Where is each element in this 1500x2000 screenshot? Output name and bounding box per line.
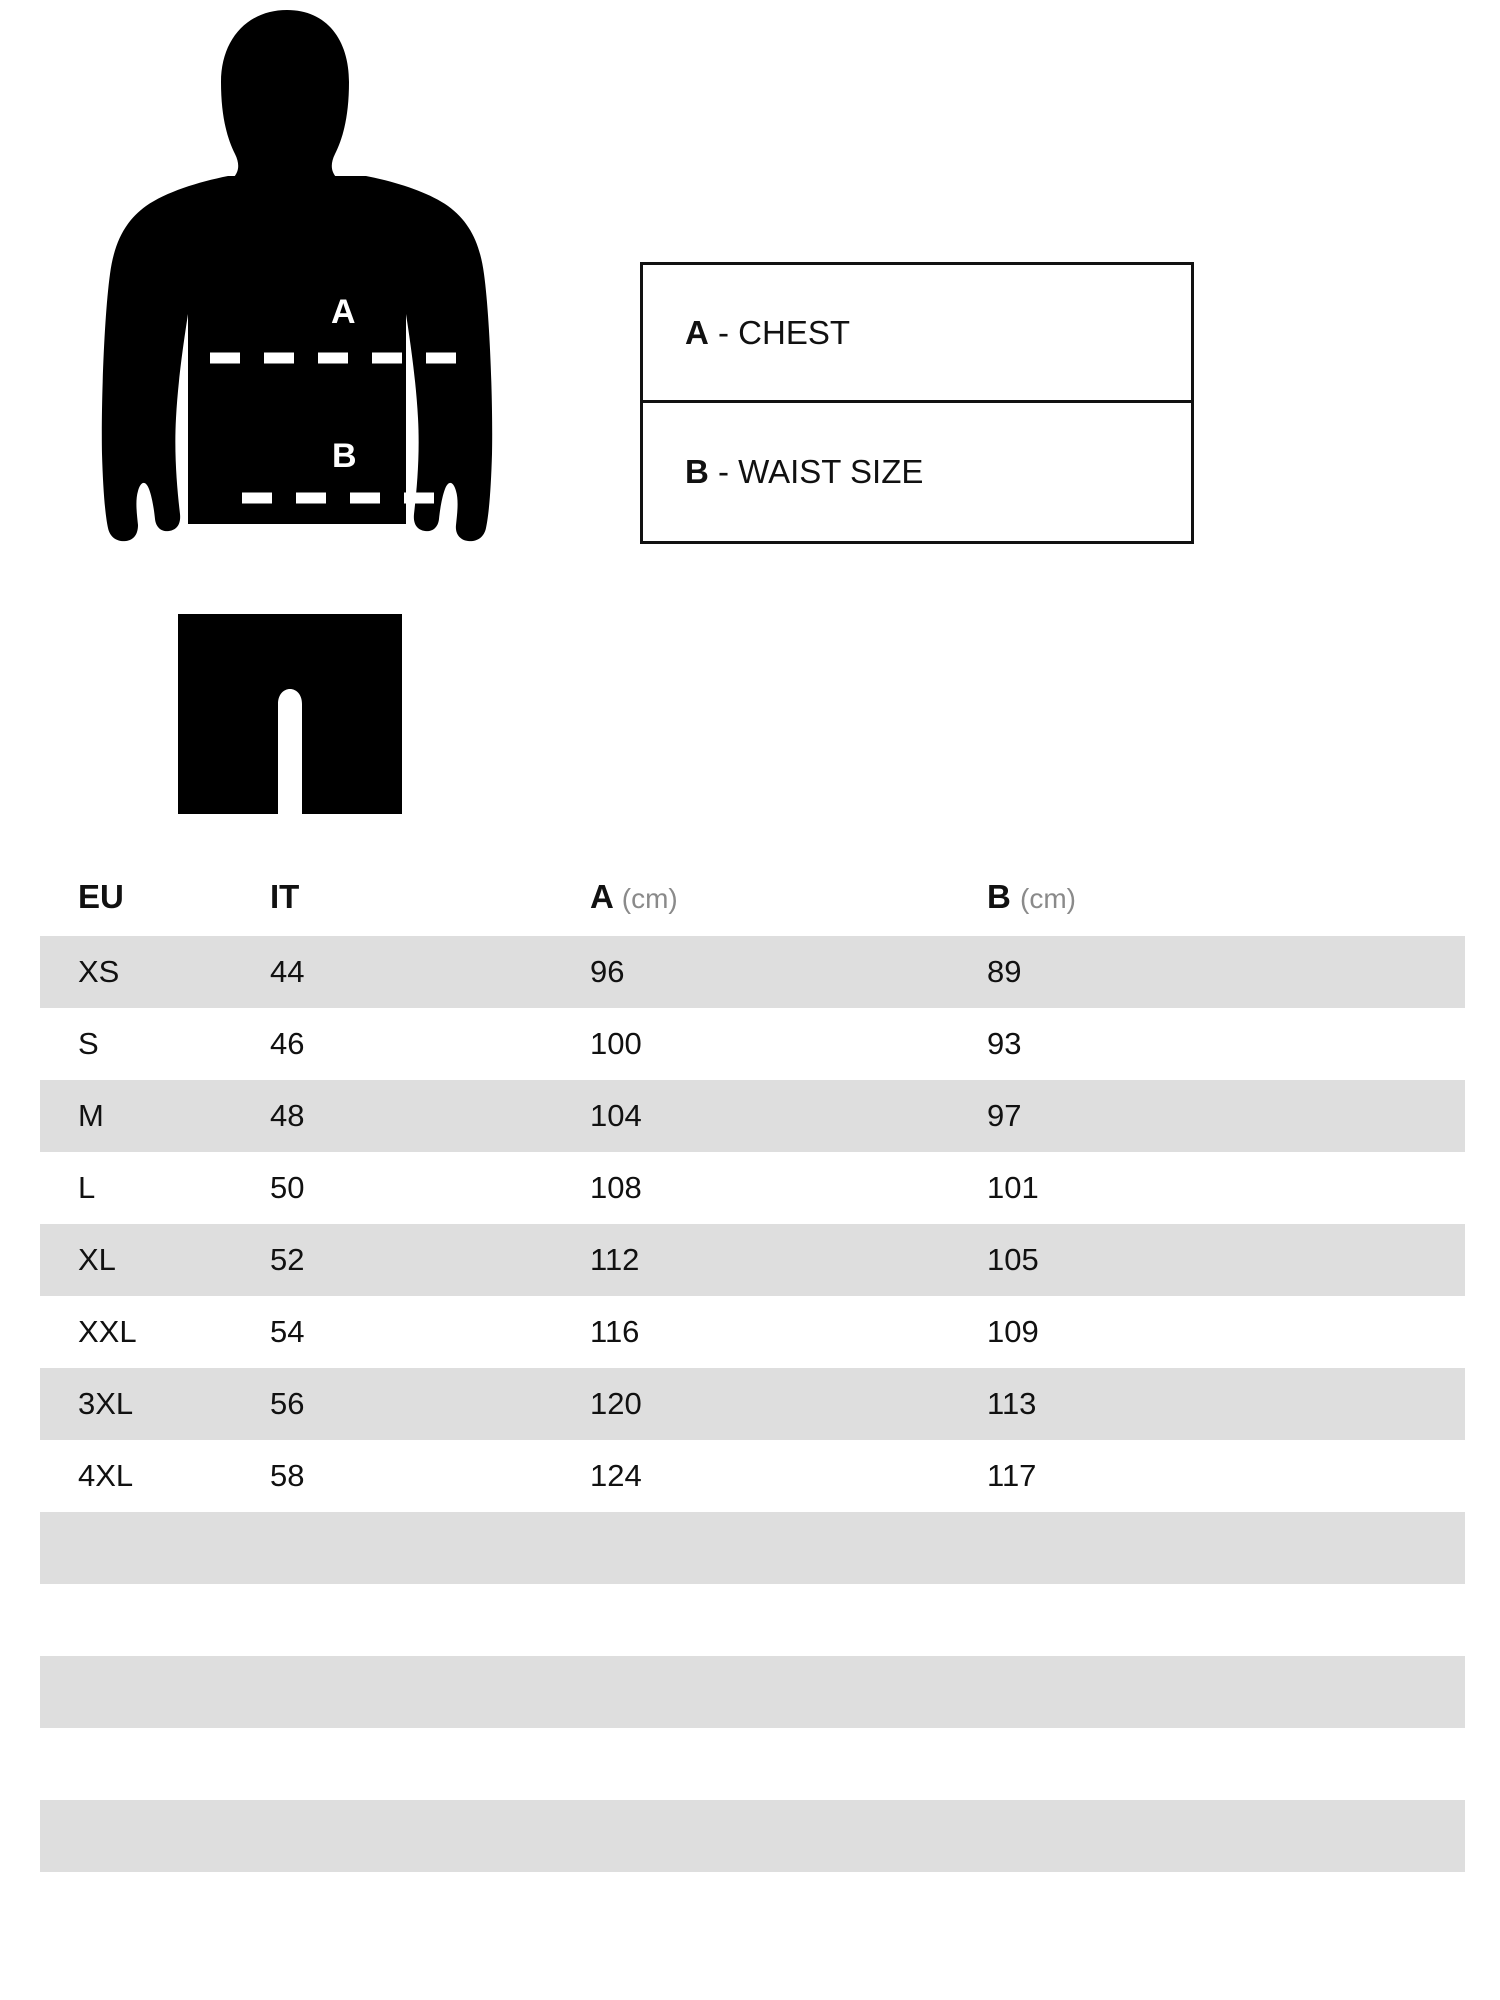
table-row	[40, 1224, 1465, 1296]
legend-chest-letter: A	[685, 313, 709, 351]
legend-chest-text	[685, 314, 850, 352]
legend-waist-text	[685, 453, 923, 491]
table-row	[40, 936, 1465, 1008]
table-body	[40, 936, 1465, 1872]
cell-a: 124	[590, 1458, 642, 1493]
cell-b: 89	[949, 936, 1465, 1008]
cell-eu: L	[78, 1170, 96, 1205]
legend-waist-label: WAIST SIZE	[738, 453, 924, 490]
column-header-a-label: A	[590, 878, 613, 915]
figure-label-chest: A	[331, 293, 357, 331]
table-row	[40, 1368, 1465, 1440]
cell-eu: XL	[40, 1224, 232, 1296]
cell-a: 96	[552, 936, 949, 1008]
legend-chest-label: CHEST	[738, 313, 851, 351]
cell-empty	[552, 1512, 949, 1584]
column-header-it-label: IT	[270, 878, 300, 915]
cell-b: 105	[949, 1224, 1465, 1296]
table-row	[40, 1152, 1465, 1224]
cell-a: 120	[552, 1368, 949, 1440]
cell-empty	[949, 1512, 1465, 1584]
cell-b: 117	[987, 1458, 1037, 1493]
table-row-empty	[40, 1800, 1465, 1872]
cell-b: 109	[987, 1314, 1039, 1349]
cell-b: 101	[987, 1170, 1039, 1205]
cell-eu: XXL	[78, 1314, 137, 1349]
table-row	[40, 1440, 1465, 1512]
column-header-it	[232, 872, 552, 936]
cell-it: 58	[270, 1458, 305, 1493]
cell-empty	[40, 1728, 232, 1800]
cell-empty	[552, 1728, 949, 1800]
cell-empty	[232, 1584, 552, 1656]
cell-empty	[949, 1584, 1465, 1656]
legend-chest-separator: -	[708, 313, 739, 351]
male-torso-silhouette-icon	[60, 0, 520, 830]
cell-a: 112	[552, 1224, 949, 1296]
table-row-empty	[40, 1656, 1465, 1728]
column-header-a	[552, 872, 949, 936]
table-row	[40, 1008, 1465, 1080]
legend-row-chest	[643, 265, 1191, 403]
cell-eu: M	[40, 1080, 232, 1152]
column-header-b-label: B	[987, 878, 1011, 915]
cell-empty	[949, 1728, 1465, 1800]
illustration-area	[0, 0, 1500, 845]
cell-b: 113	[949, 1368, 1465, 1440]
column-header-a-unit: (cm)	[621, 883, 678, 914]
cell-it: 54	[270, 1314, 305, 1349]
cell-b: 97	[949, 1080, 1465, 1152]
cell-empty	[40, 1800, 232, 1872]
cell-empty	[232, 1800, 552, 1872]
cell-a: 116	[590, 1314, 640, 1349]
table-header	[40, 872, 1465, 936]
legend-waist-letter: B	[685, 453, 709, 490]
table-row	[40, 1080, 1465, 1152]
body-figure	[60, 0, 520, 830]
cell-a: 104	[552, 1080, 949, 1152]
cell-a: 100	[590, 1026, 642, 1061]
cell-empty	[232, 1512, 552, 1584]
cell-empty	[552, 1656, 949, 1728]
legend-waist-separator: -	[708, 453, 739, 490]
cell-eu: 4XL	[78, 1458, 134, 1493]
cell-empty	[949, 1800, 1465, 1872]
column-header-eu-label: EU	[78, 878, 124, 915]
cell-it: 46	[270, 1026, 305, 1061]
cell-eu: 3XL	[40, 1368, 232, 1440]
figure-label-waist: B	[332, 437, 358, 475]
cell-empty	[552, 1800, 949, 1872]
column-header-b-unit: (cm)	[1020, 883, 1076, 914]
table-row-empty	[40, 1512, 1465, 1584]
table-row-empty	[40, 1728, 1465, 1800]
cell-it: 56	[232, 1368, 552, 1440]
cell-it: 48	[232, 1080, 552, 1152]
cell-empty	[232, 1728, 552, 1800]
table-header-row	[40, 872, 1465, 936]
cell-b: 93	[987, 1026, 1022, 1061]
cell-it: 50	[270, 1170, 305, 1205]
cell-empty	[232, 1656, 552, 1728]
legend-row-waist	[643, 403, 1191, 541]
cell-a: 108	[590, 1170, 642, 1205]
column-header-eu	[40, 872, 232, 936]
legend-box	[640, 262, 1194, 544]
table-row-empty	[40, 1584, 1465, 1656]
cell-eu: XS	[40, 936, 232, 1008]
cell-it: 44	[232, 936, 552, 1008]
cell-it: 52	[232, 1224, 552, 1296]
column-header-b	[949, 872, 1465, 936]
table-row	[40, 1296, 1465, 1368]
cell-empty	[949, 1656, 1465, 1728]
cell-empty	[40, 1656, 232, 1728]
cell-empty	[552, 1584, 949, 1656]
cell-eu: S	[78, 1026, 99, 1061]
size-chart-table	[40, 872, 1465, 1872]
cell-empty	[40, 1584, 232, 1656]
cell-empty	[40, 1512, 232, 1584]
